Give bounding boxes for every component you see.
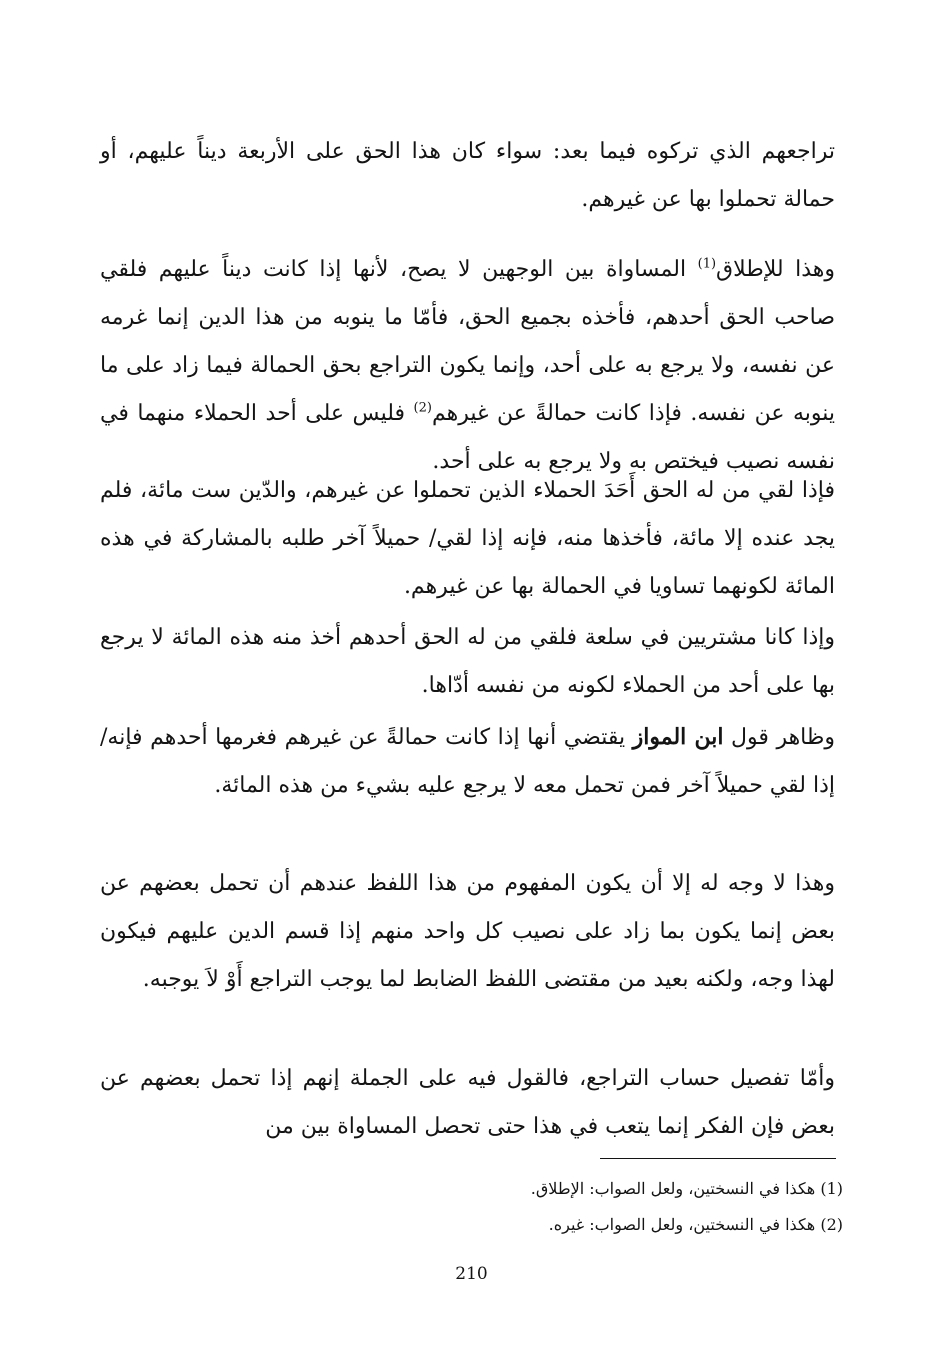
paragraph-2-text-end: فليس على أحد الحملاء منهما في نفسه نصيب فيختص به ولا يرجع به على أحد.	[100, 401, 835, 474]
footnote-2-text: هكذا في النسختين، ولعل الصواب: غيره.	[548, 1215, 816, 1234]
paragraph-5-text-start: وظاهر قول	[723, 725, 836, 750]
footnote-2-number: (2)	[820, 1215, 843, 1234]
paragraph-2	[100, 246, 835, 486]
footnote-reference-2[interactable]: (2)	[413, 400, 432, 416]
page-number: 210	[455, 1264, 488, 1284]
cited-scholar-name: ابن المواز	[632, 724, 724, 750]
footnote-1-number: (1)	[820, 1179, 843, 1198]
paragraph-2-text-middle: المساواة بين الوجهين لا يصح، لأنها إذا كانت ديناً عليهم فلقي صاحب الحق أحدهم، فأخذه بجميع الحق، فأمّا ما ينوبه من هذا الدين إنما غرمه عن نفسه، ولا يرجع به على أحد، وإنما يكون التراجع بحق الحمالة فيما زاد على ما ينوبه عن نفسه. فإذا كانت حمالةً عن غيرهم	[100, 257, 835, 426]
footnote-1-text: هكذا في النسختين، ولعل الصواب: الإطلاق.	[530, 1179, 816, 1198]
paragraph-3: فإذا لقي من له الحق أَحَدَ الحملاء الذين تحملوا عن غيرهم، والدّين ست مائة، فلم يجد عنده إلا مائة، فأخذها منه، فإنه إذا لقي/ حميلاً آخر طلبه بالمشاركة في هذه المائة لكونهما تساويا في الحمالة بها عن غيرهم.	[100, 478, 835, 599]
paragraph-2-text-start: وهذا للإطلاق	[716, 257, 835, 282]
footnote-2	[108, 1212, 843, 1238]
footnote-1	[108, 1176, 843, 1202]
paragraph-7: وأمّا تفصيل حساب التراجع، فالقول فيه على الجملة إنهم إذا تحمل بعضهم عن بعض فإن الفكر إنما يتعب في هذا حتى تحصل المساواة بين من	[100, 1066, 835, 1139]
paragraph-4: وإذا كانا مشتريين في سلعة فلقي من له الحق أحدهم أخذ منه هذه المائة لا يرجع بها على أحد من الحملاء لكونه من نفسه أدّاها.	[100, 625, 835, 698]
paragraph-5	[100, 713, 835, 810]
paragraph-5-text-end: يقتضي أنها إذا كانت حمالةً عن غيرهم فغرمها أحدهم فإنه/ إذا لقي حميلاً آخر فمن تحمل معه لا يرجع عليه بشيء من هذه المائة.	[100, 725, 835, 798]
paragraph-6: وهذا لا وجه له إلا أن يكون المفهوم من هذا اللفظ عندهم أن تحمل بعضهم عن بعض إنما يكون بما زاد على نصيب كل واحد منهم إذا قسم الدين عليهم فيكون لهذا وجه، ولكنه بعيد من مقتضى اللفظ الضابط لما يوجب التراجع أَوْ لاَ يوجبه.	[100, 871, 835, 992]
footnote-separator	[600, 1158, 836, 1159]
footnote-reference-1[interactable]: (1)	[697, 256, 717, 272]
paragraph-1: تراجعهم الذي تركوه فيما بعد: سواء كان هذا الحق على الأربعة ديناً عليهم، أو حمالة تحملوا بها عن غيرهم.	[100, 139, 835, 212]
